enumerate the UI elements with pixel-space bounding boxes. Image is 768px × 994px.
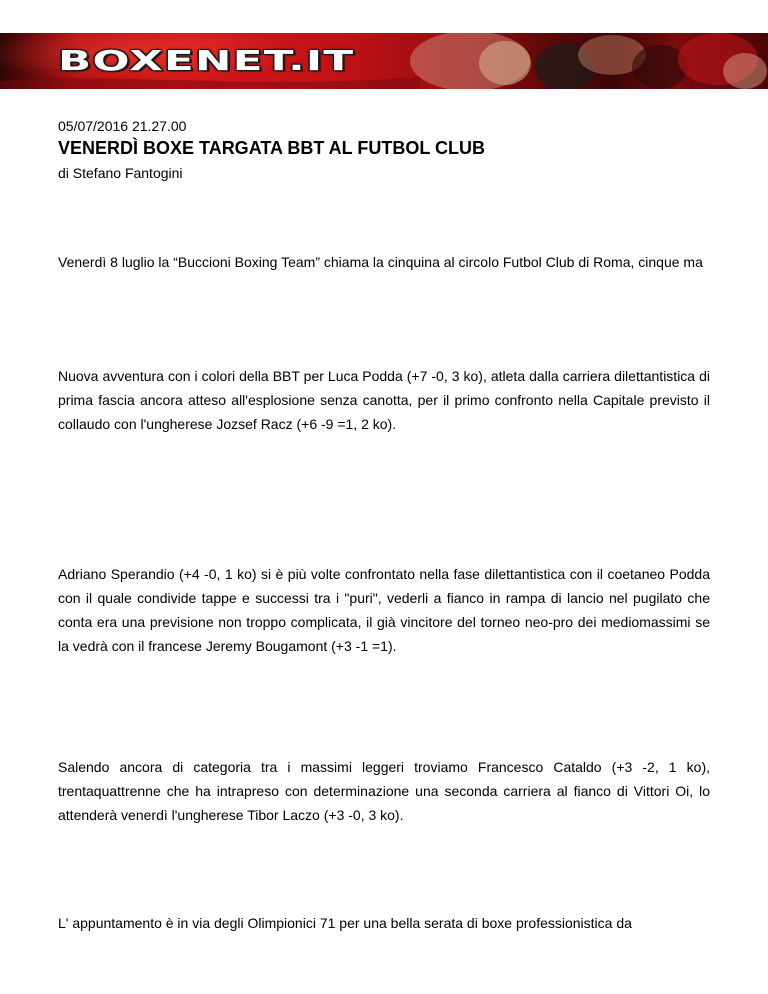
site-header-banner — [0, 33, 768, 89]
article-paragraph-2: Nuova avventura con i colori della BBT per Luca Podda (+7 -0, 3 ko), atleta dalla carriera dilettantistica di prima fascia ancora atteso all'esplosione senza canotta, per il primo confronto nella Capitale previsto il collaudo con l'ungherese Jozsef Racz (+6 -9 =1, 2 ko). — [58, 368, 710, 432]
site-logo[interactable]: BOXENET.IT — [58, 44, 355, 78]
article-title: VENERDÌ BOXE TARGATA BBT AL FUTBOL CLUB — [58, 138, 485, 158]
article-paragraph-5: L' appuntamento è in via degli Olimpionici 71 per una bella serata di boxe professionistica da — [58, 915, 632, 931]
article-datetime: 05/07/2016 21.27.00 — [58, 118, 187, 134]
article-paragraph-4: Salendo ancora di categoria tra i massimi leggeri troviamo Francesco Cataldo (+3 -2, 1 ko), trentaquattrenne che ha intrapreso con determinazione una seconda carriera al fianco di Vittori Oi, lo attenderà venerdì l'ungherese Tibor Laczo (+3 -0, 3 ko). — [58, 759, 710, 823]
article-byline: di Stefano Fantogini — [58, 165, 183, 181]
article-paragraph-3: Adriano Sperandio (+4 -0, 1 ko) si è più volte confrontato nella fase dilettantistica con il coetaneo Podda con il quale condivide tappe e successi tra i "puri", vederli a fianco in rampa di lancio nel pugilato che conta era una previsione non troppo complicata, il già vincitore del torneo neo-pro dei mediomassimi se la vedrà con il francese Jeremy Bougamont (+3 -1 =1). — [58, 566, 710, 654]
article-paragraph-1: Venerdì 8 luglio la “Buccioni Boxing Team” chiama la cinquina al circolo Futbol Club di Roma, cinque ma — [58, 254, 703, 270]
